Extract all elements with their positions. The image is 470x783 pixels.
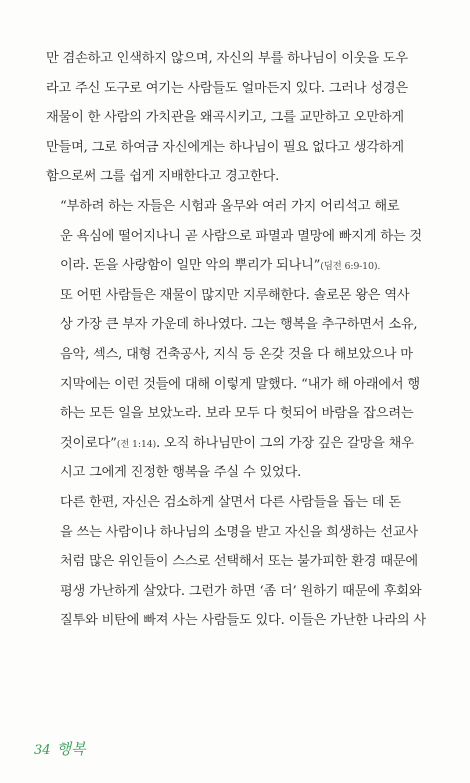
text-line (46, 429, 428, 459)
text-line: 재물이 한 사람의 가치관을 왜곡시키고, 그를 교만하고 오만하게 (46, 110, 404, 126)
body-text (46, 44, 428, 636)
text-line: 만들며, 그로 하여금 자신에게는 하나님이 필요 없다고 생각하게 (46, 139, 404, 155)
text-line: 상 가장 큰 부자 가운데 하나였다. 그는 행복을 추구하면서 소유, (60, 317, 418, 333)
text-line: 음악, 섹스, 대형 건축공사, 지식 등 온갖 것을 다 해보았으나 마 (60, 346, 413, 362)
text-line: 만 겸손하고 인색하지 않으며, 자신의 부를 하나님이 이웃을 도우 (46, 51, 408, 66)
text-line: 운 욕심에 떨어지나니 곧 사람으로 파멸과 멸망에 빠지게 하는 것 (60, 228, 422, 244)
text-line: 질투와 비탄에 빠져 사는 사람들도 있다. 이들은 가난한 나라의 사 (60, 613, 426, 629)
text-line: 라고 주신 도구로 여기는 사람들도 얼마든지 있다. 그러나 성경은 (46, 80, 408, 96)
scripture-reference: (전 1:14) (116, 438, 157, 450)
scripture-reference: (딤전 6:9-10). (320, 261, 381, 273)
paragraph-3 (46, 281, 428, 488)
paragraph-2-quote (46, 192, 428, 281)
text-line: 다른 한편, 자신은 검소하게 살면서 다른 사람들을 돕는 데 돈 (60, 494, 401, 510)
text-line: 을 쓰는 사람이나 하나님의 소명을 받고 자신을 희생하는 선교사 (60, 524, 418, 540)
page-number: 34 (34, 743, 51, 758)
text-line (46, 251, 428, 281)
text-after-reference: . 오직 하나님만이 그의 가장 깊은 갈망을 채우 (156, 435, 414, 451)
text-line: 또 어떤 사람들은 재물이 많지만 지루해한다. 솔로몬 왕은 역사 (60, 287, 410, 303)
page-footer (34, 738, 86, 759)
book-title-mark: 행복 (56, 740, 86, 758)
text-line: 하는 모든 일을 보았노라. 보라 모두 다 헛되어 바람을 잡으려는 (60, 406, 414, 422)
text-line: 평생 가난하게 살았다. 그런가 하면 ‘좀 더’ 원하기 때문에 후회와 (60, 583, 422, 599)
quote-text: 것이로다” (60, 435, 117, 451)
text-line: 함으로써 그를 쉽게 지배한다고 경고한다. (46, 169, 280, 185)
text-line: 처럼 많은 위인들이 스스로 선택해서 또는 불가피한 환경 때문에 (60, 554, 418, 570)
text-line: 시고 그에게 진정한 행복을 주실 수 있었다. (60, 465, 302, 481)
text-line: 지막에는 이런 것들에 대해 이렇게 말했다. “내가 해 아래에서 행 (60, 376, 420, 392)
paragraph-1 (46, 44, 428, 192)
paragraph-4 (46, 488, 428, 636)
quote-text: 이라. 돈을 사랑함이 일만 악의 뿌리가 되나니” (60, 258, 321, 274)
text-line: “부하려 하는 자들은 시험과 올무와 여러 가지 어리석고 해로 (60, 198, 400, 214)
